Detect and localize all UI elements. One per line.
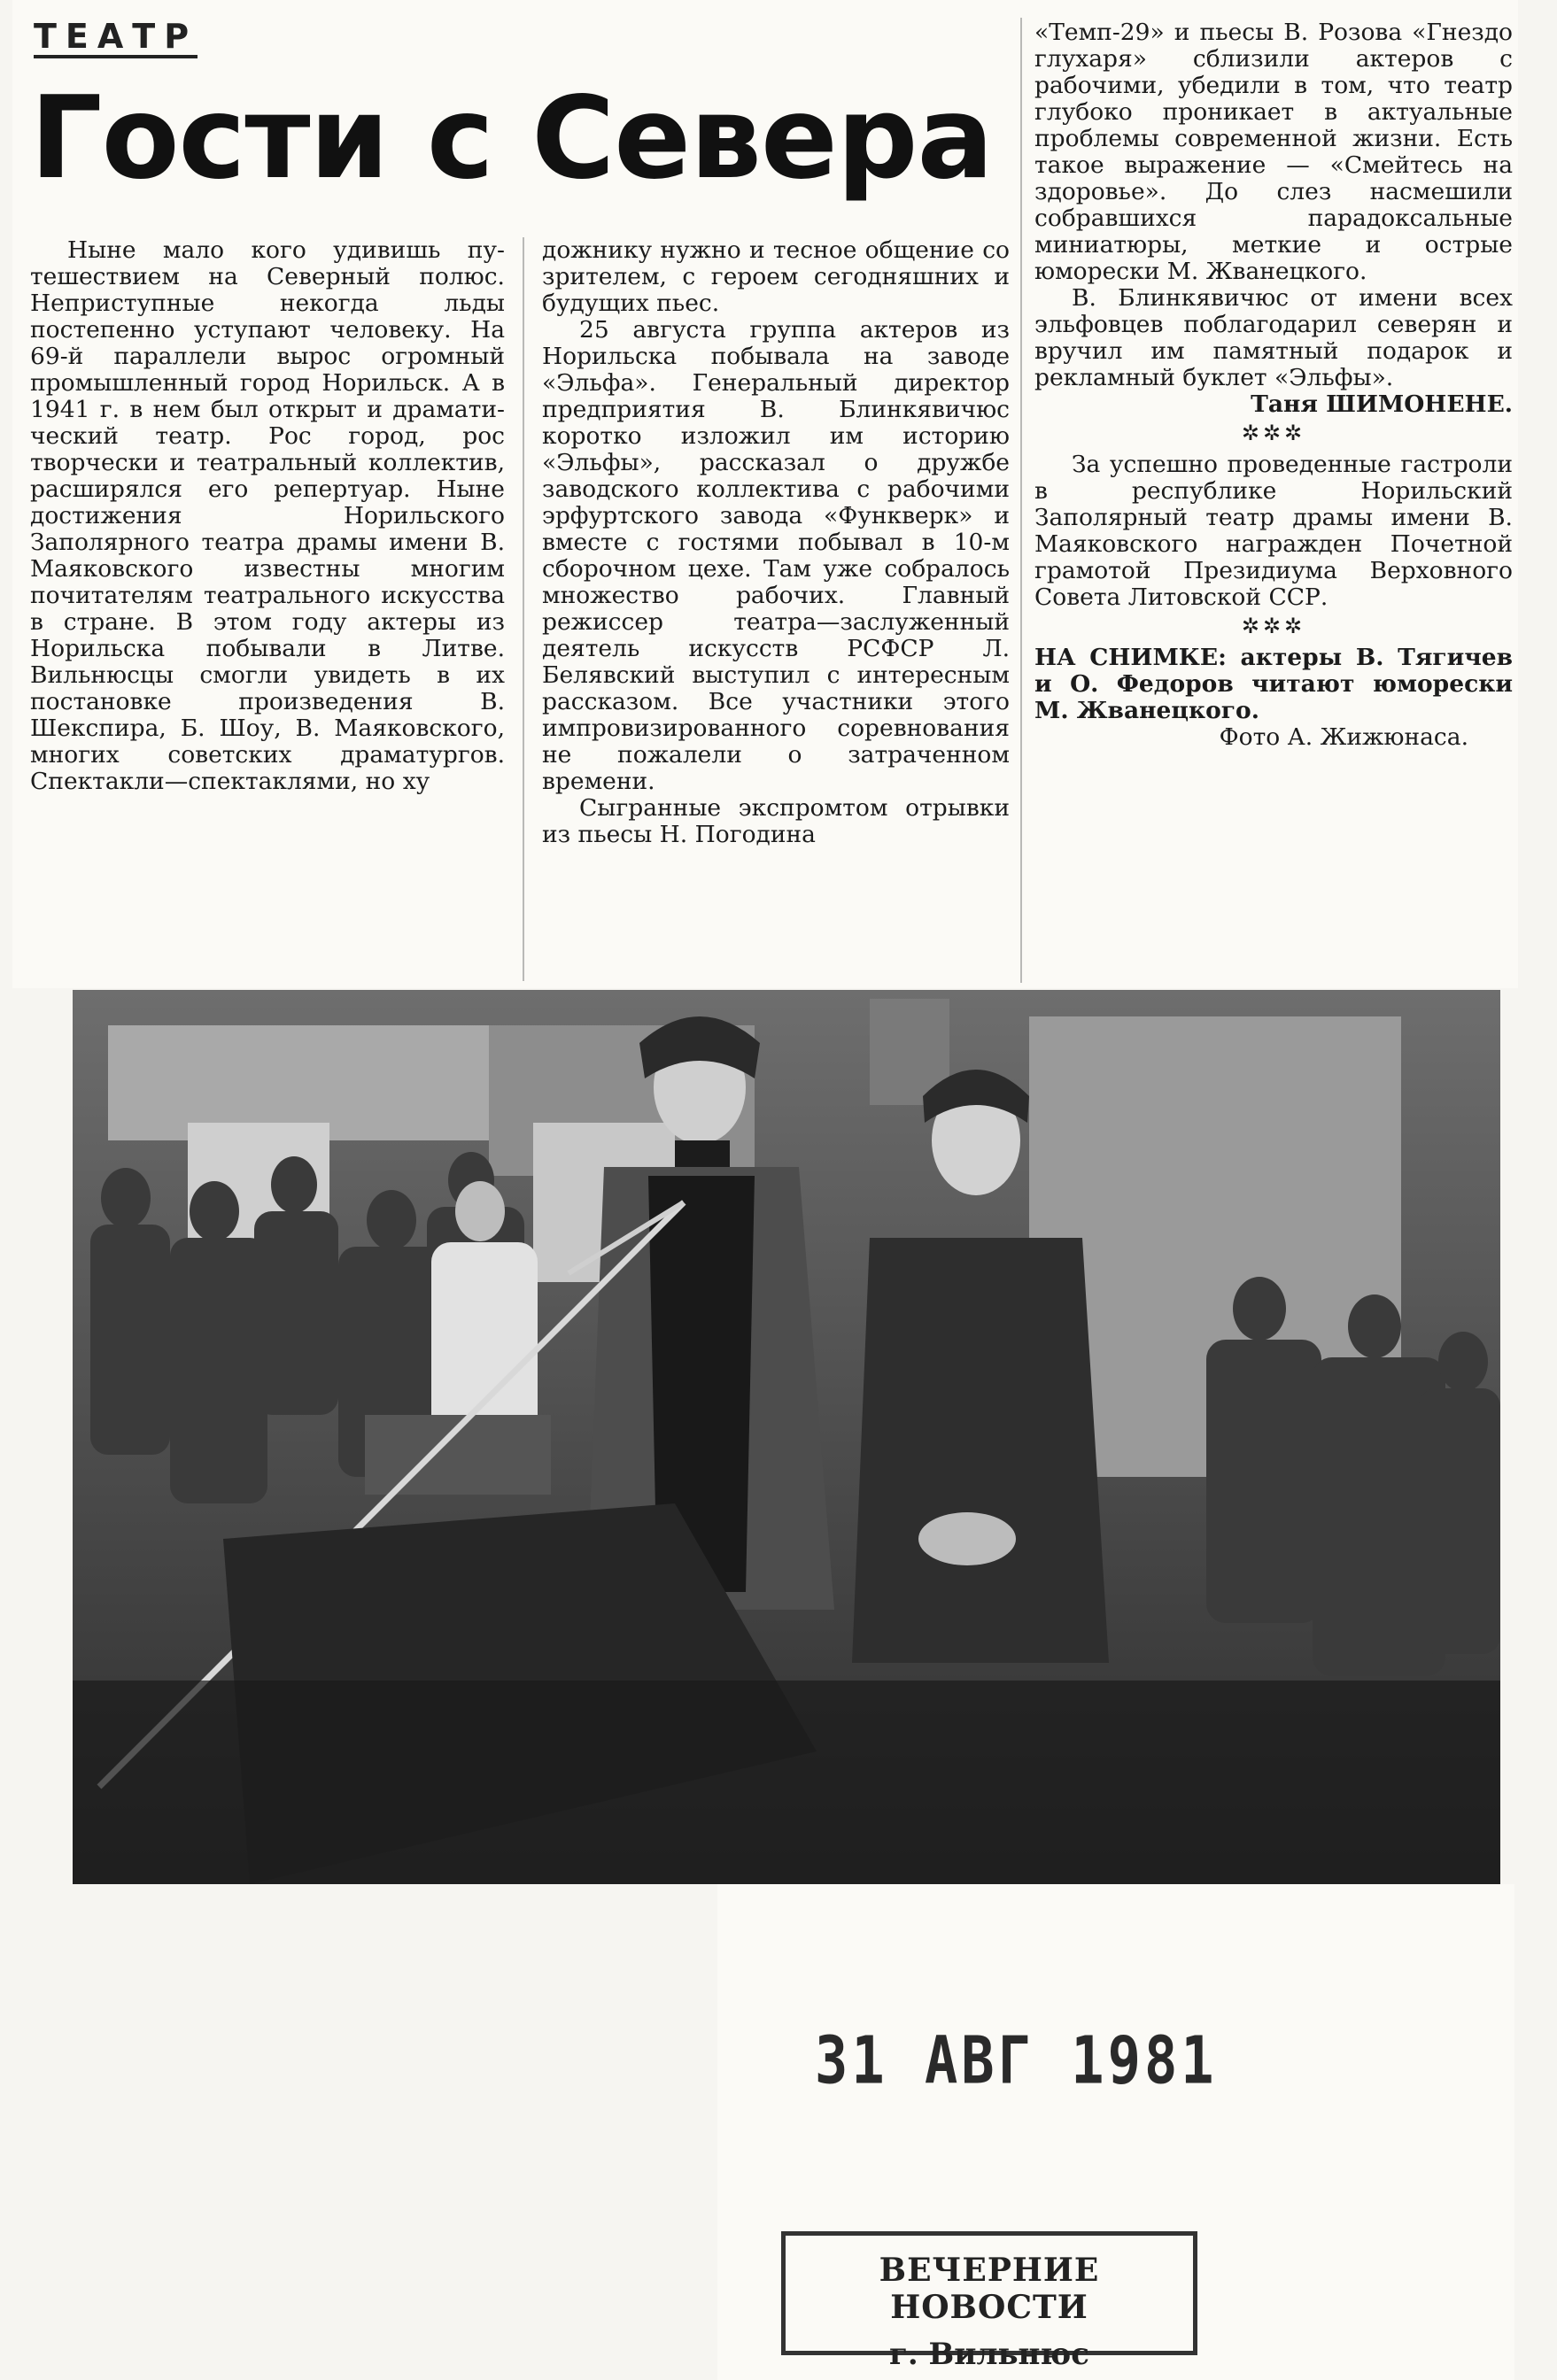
- newspaper-name: ВЕЧЕРНИЕ НОВОСТИ: [879, 2252, 1100, 2326]
- column-divider: [1020, 18, 1022, 983]
- article-column-2: [542, 237, 1010, 848]
- photo-caption: НА СНИМКЕ: актеры В. Тягичев и О. Федоров читают юморески М. Жванецкого.: [1034, 644, 1513, 724]
- paragraph: В. Блинкявичюс от имени всех эльфовцев поблагодарил северян и вручил им памятный подарок и рекламный буклет «Эльфы».: [1034, 284, 1513, 391]
- headline: Гости с Севера: [30, 73, 993, 205]
- paragraph: «Темп-29» и пьесы В. Розова «Гнездо глухаря» сблизили актеров с рабочими, убедили в том, что театр глубоко проникает в актуальные проблемы современной жизни. Есть такое выражение — «Смейтесь на здоровье». До слез насмешили собравшихся парадоксальные миниатюры, меткие и острые юморески М. Жванецкого.: [1034, 19, 1513, 285]
- award-note: За успешно проведенные гастроли в республике Норильский Заполярный театр драмы имени В. Маяковского награжден Почетной грамотой Президиума Верховного Совета Литовской ССР.: [1034, 451, 1513, 611]
- newspaper-city: г. Вильнюс: [889, 2337, 1089, 2372]
- paragraph: дожнику нужно и тесное общение со зрителем, с героем сегодняшних и будущих пьес.: [542, 236, 1010, 317]
- photo-credit: Фото А. Жижюнаса.: [1219, 723, 1468, 751]
- ornament-stars: ✲✲✲: [1241, 421, 1306, 445]
- photo-illustration: [73, 990, 1500, 1884]
- date-stamp: 31 АВГ 1981: [815, 2021, 1218, 2099]
- article-column-3: [1034, 19, 1513, 751]
- article-column-1: [30, 237, 505, 795]
- ornament-stars: ✲✲✲: [1241, 614, 1306, 638]
- paragraph: 25 августа группа актеров из Норильска побывала на заводе «Эльфа». Генеральный директор предприятия В. Блинкявичюс коротко изложил им историю «Эльфы», рассказал о дружбе заводского коллектива с рабочими эрфуртского завода «Функверк» и вместе с гостями побывал в 10-м сборочном цехе. Там уже собралось множество рабочих. Главный режиссер театра—заслуженный деятель искусств РСФСР Л. Белявский выступил с интересным рассказом. Все участники этого импровизированного соревнования не пожалели о затраченном времени.: [542, 316, 1010, 795]
- paragraph: Сыгранные экспромтом отрывки из пьесы Н. Погодина: [542, 794, 1010, 848]
- author-byline: Таня ШИМОНЕНЕ.: [1251, 390, 1513, 418]
- column-divider: [523, 237, 524, 981]
- news-photo: [73, 990, 1500, 1884]
- rubric-label: ТЕАТР: [34, 19, 198, 58]
- newspaper-stamp: [781, 2231, 1197, 2372]
- paragraph: Ныне мало кого удивишь путешествием на Северный полюс. Неприступные некогда льды постепенно уступают человеку. На 69-й параллели вырос огромный промышленный город Норильск. А в 1941 г. в нем был открыт и драматический театр. Рос город, рос творчески и театральный коллектив, расширялся его репертуар. Ныне достижения Норильского Заполярного театра драмы имени В. Маяковского известны многим почитателям театрального искусства в стране. В этом году актеры из Норильска побывали в Литве. Вильнюсцы смогли увидеть в их постановке произведения В. Шекспира, Б. Шоу, В. Маяковского, многих советских драматургов. Спектакли—спектаклями, но ху: [30, 236, 505, 795]
